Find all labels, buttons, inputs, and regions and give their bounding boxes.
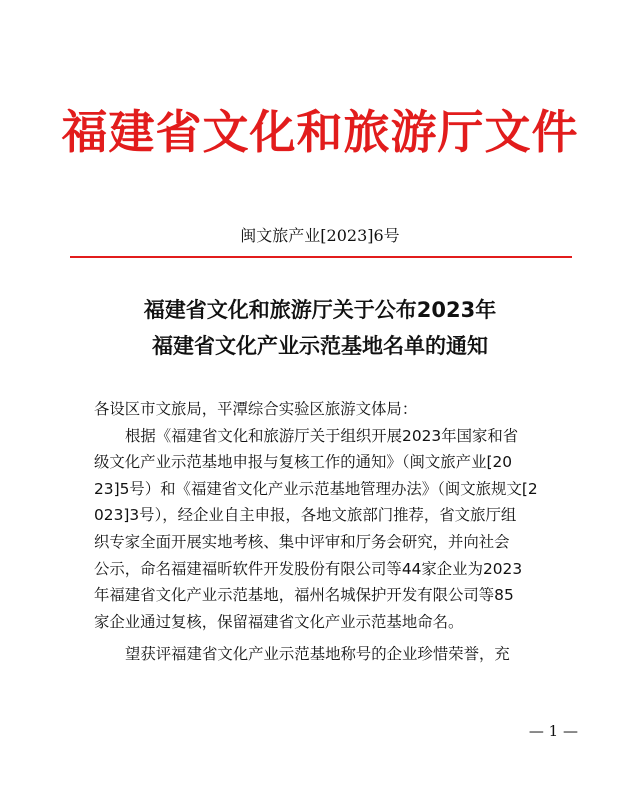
paragraph-1-line: 级文化产业示范基地申报与复核工作的通知》（闽文旅产业[20 <box>94 453 513 472</box>
page-number: — 1 — <box>528 722 578 740</box>
notice-body <box>94 396 554 668</box>
paragraph-1-line: 家企业通过复核，保留福建省文化产业示范基地命名。 <box>94 612 464 631</box>
notice-title <box>0 292 640 364</box>
paragraph-2 <box>94 641 554 668</box>
red-divider-line <box>70 256 572 258</box>
paragraph-1-line: 织专家全面开展实地考核、集中评审和厅务会研究，并向社会 <box>94 532 510 551</box>
paragraph-1-line: 023]3号），经企业自主申报，各地文旅部门推荐，省文旅厅组 <box>94 506 517 525</box>
paragraph-1-line: 23]5号）和《福建省文化产业示范基地管理办法》（闽文旅规文[2 <box>94 479 538 498</box>
paragraph-1-line: 根据《福建省文化和旅游厅关于组织开展2023年国家和省 <box>125 426 519 445</box>
paragraph-1 <box>94 423 554 636</box>
addressee: 各设区市文旅局，平潭综合实验区旅游文体局： <box>94 400 418 418</box>
paragraph-1-line: 公示，命名福建福昕软件开发股份有限公司等44家企业为2023 <box>94 559 523 578</box>
issuing-authority-header: 福建省文化和旅游厅文件 <box>61 105 579 159</box>
paragraph-1-line: 年福建省文化产业示范基地，福州名城保护开发有限公司等85 <box>94 586 514 605</box>
document-number: 闽文旅产业[2023]6号 <box>240 226 400 245</box>
notice-title-line-2: 福建省文化产业示范基地名单的通知 <box>152 334 488 358</box>
notice-title-line-1: 福建省文化和旅游厅关于公布2023年 <box>143 298 497 322</box>
paragraph-2-line: 望获评福建省文化产业示范基地称号的企业珍惜荣誉，充 <box>125 645 510 664</box>
